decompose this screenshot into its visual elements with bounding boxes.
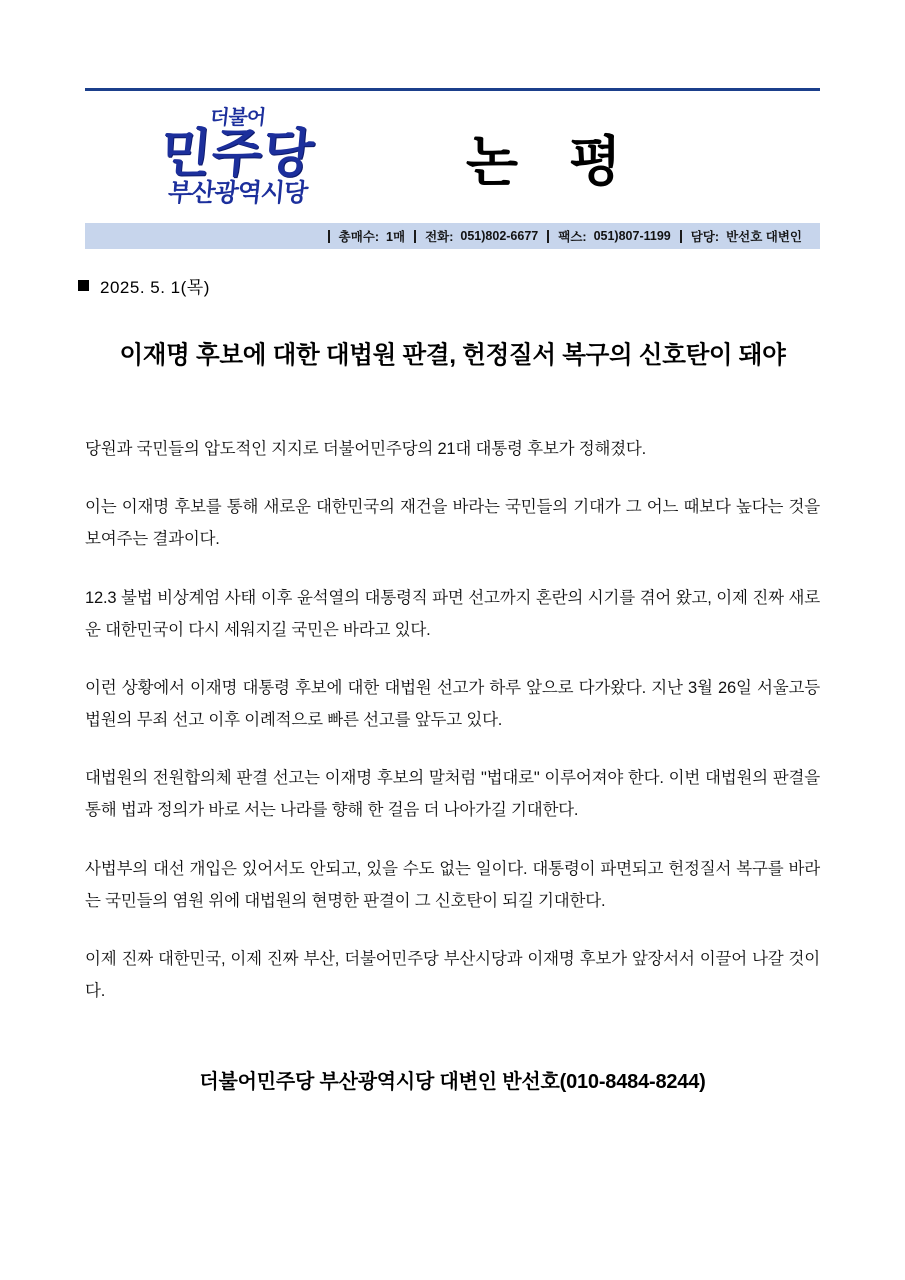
- info-fax-value: 051)807-1199: [593, 229, 671, 243]
- info-total-pages: [339, 227, 405, 245]
- info-contact-person-label: 담당:: [690, 230, 720, 244]
- page-title: 이재명 후보에 대한 대법원 판결, 헌정질서 복구의 신호탄이 돼야: [119, 342, 786, 369]
- body-paragraph: 이제 진짜 대한민국, 이제 진짜 부산, 더불어민주당 부산시당과 이재명 후보가 앞장서서 이끌어 나갈 것이다.: [85, 949, 820, 1001]
- divider-icon: [328, 230, 330, 243]
- info-fax-label: 팩스:: [558, 230, 587, 244]
- info-total-pages-label: 총매수:: [338, 230, 380, 244]
- info-contact-person: [691, 227, 802, 245]
- signature-line: 더불어민주당 부산광역시당 대변인 반선호(010-8484-8244): [199, 1071, 706, 1094]
- info-phone-value: 051)802-6677: [460, 229, 539, 243]
- body-paragraph: 사법부의 대선 개입은 있어서도 안되고, 있을 수도 없는 일이다. 대통령이 파면되고 헌정질서 복구를 바라는 국민들의 염원 위에 대법원의 현명한 판결이 그 신호탄이 되길 기대한다.: [85, 859, 820, 910]
- body-paragraph: 당원과 국민들의 압도적인 지지로 더불어민주당의 21대 대통령 후보가 정해졌다.: [85, 440, 647, 458]
- divider-icon: [414, 230, 416, 243]
- document-body: [85, 433, 820, 1094]
- header-main-row: [85, 97, 820, 217]
- header-top-rule: [85, 88, 820, 91]
- info-total-pages-value: 1매: [386, 230, 406, 244]
- body-paragraph: 이런 상황에서 이재명 대통령 후보에 대한 대법원 선고가 하루 앞으로 다가왔다. 지난 3월 26일 서울고등법원의 무죄 선고 이후 이례적으로 빠른 선고를 앞두고 있다.: [85, 678, 820, 730]
- publication-date-row: [78, 273, 905, 298]
- body-paragraph: 이는 이재명 후보를 통해 새로운 대한민국의 재건을 바라는 국민들의 기대가 그 어느 때보다 높다는 것을 보여주는 결과이다.: [85, 498, 820, 549]
- logo-sub-line: 부산광역시당: [166, 179, 309, 208]
- logo-main-line: 민주당: [158, 124, 317, 183]
- square-bullet-icon: [78, 280, 89, 291]
- party-logo: [130, 108, 345, 207]
- document-header: [85, 0, 820, 217]
- logo-top-line: 더불어: [208, 106, 267, 129]
- divider-icon: [680, 230, 682, 243]
- publication-date: 2025. 5. 1(목): [100, 278, 210, 297]
- info-fax: [558, 227, 670, 245]
- info-phone-label: 전화:: [425, 230, 454, 244]
- contact-info-bar: [85, 223, 820, 249]
- body-paragraph: 대법원의 전원합의체 판결 선고는 이재명 후보의 말처럼 "법대로" 이루어져야 한다. 이번 대법원의 판결을 통해 법과 정의가 바로 서는 나라를 향해 한 걸음 더 나아가길 기대한다.: [85, 769, 820, 820]
- info-phone: [425, 227, 538, 245]
- divider-icon: [547, 230, 549, 243]
- document-type-title: 논 평: [465, 131, 640, 192]
- body-paragraph: 12.3 불법 비상계엄 사태 이후 윤석열의 대통령직 파면 선고까지 혼란의 시기를 겪어 왔고, 이제 진짜 새로운 대한민국이 다시 세워지길 국민은 바라고 있다.: [85, 588, 820, 639]
- info-contact-person-value: 반선호 대변인: [726, 230, 802, 244]
